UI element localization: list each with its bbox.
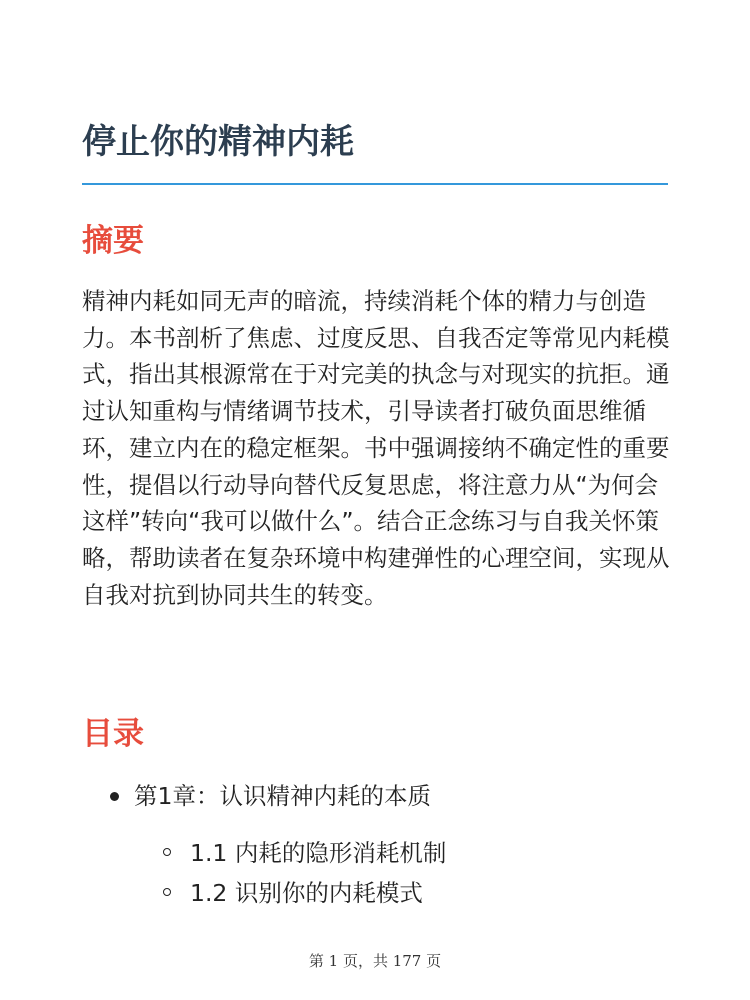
toc-chapter-item[interactable] [82,776,668,913]
bullet-disc-icon [110,792,119,801]
title-divider [82,183,668,185]
toc-section-item[interactable] [190,833,668,873]
toc-section-label: 1.1 内耗的隐形消耗机制 [190,839,447,867]
book-title: 停止你的精神内耗 [82,122,354,162]
abstract-heading: 摘要 [82,223,144,259]
bullet-circle-icon [163,888,171,896]
bullet-circle-icon [163,848,171,856]
toc-list [82,776,668,913]
toc-heading: 目录 [82,716,144,752]
page-number-footer: 第 1 页，共 177 页 [308,952,442,970]
abstract-paragraph: 精神内耗如同无声的暗流，持续消耗个体的精力与创造力。本书剖析了焦虑、过度反思、自我否定等常见内耗模式，指出其根源常在于对完美的执念与对现实的抗拒。通过认知重构与情绪调节技术，引导读者打破负面思维循环，建立内在的稳定框架。书中强调接纳不确定性的重要性，提倡以行动导向替代反复思虑，将注意力从“为何会这样”转向“我可以做什么”。结合正念练习与自我关怀策略，帮助读者在复杂环境中构建弹性的心理空间，实现从自我对抗到协同共生的转变。 [82,287,670,609]
toc-chapter-label: 第1章：认识精神内耗的本质 [134,782,431,810]
toc-sublist [134,833,668,913]
toc-section-label: 1.2 识别你的内耗模式 [190,879,423,907]
toc-section-item[interactable] [190,873,668,913]
